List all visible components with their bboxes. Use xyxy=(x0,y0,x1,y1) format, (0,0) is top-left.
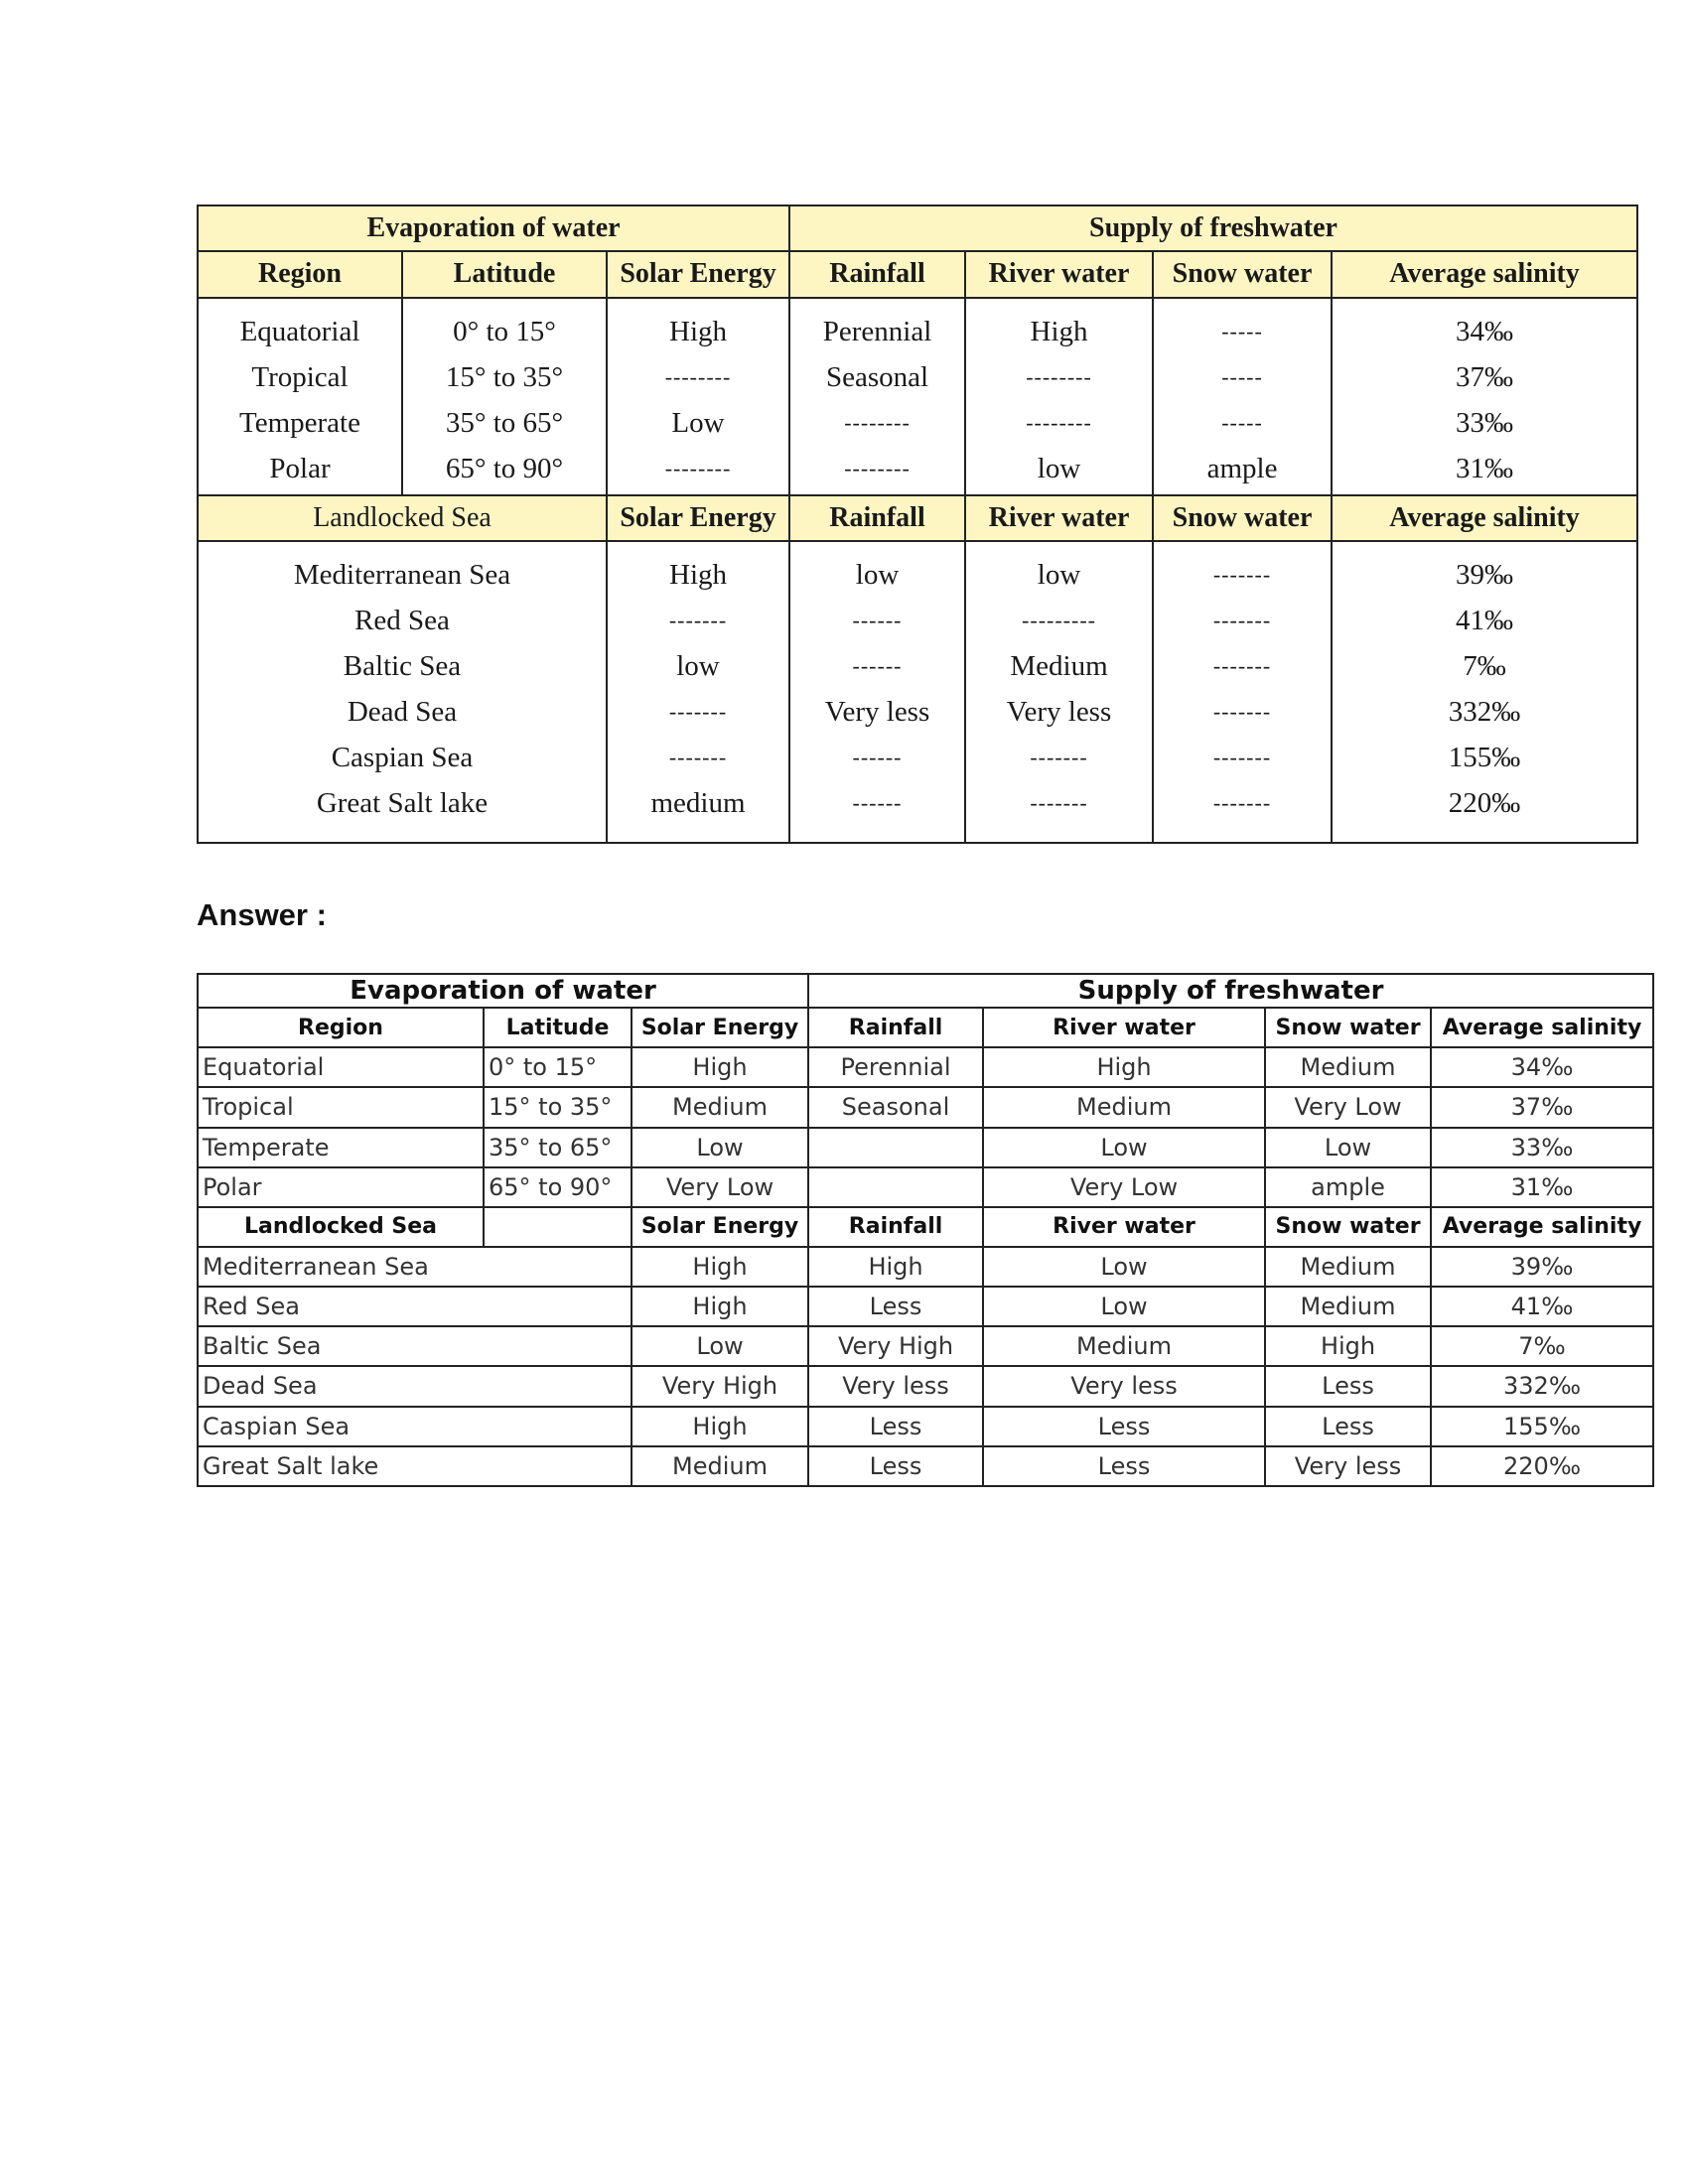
a-region: Polar xyxy=(198,1167,484,1207)
a-latitude: 65° to 90° xyxy=(484,1167,632,1207)
a-sea-header-solar: Solar Energy xyxy=(632,1207,808,1247)
q-sea-solar: High xyxy=(669,559,727,592)
a-sea-rainfall: Less xyxy=(808,1287,983,1326)
q-sea-rainfall: low xyxy=(855,559,900,592)
a-sea-salinity: 41‰ xyxy=(1431,1287,1653,1326)
a-sea: Caspian Sea xyxy=(198,1407,632,1446)
a-sea-solar: High xyxy=(632,1407,808,1446)
answer-table xyxy=(197,973,1654,1487)
a-snow: Low xyxy=(1265,1128,1431,1167)
q-snow: ----- xyxy=(1221,318,1263,343)
q-region-body xyxy=(198,298,1637,495)
q-sea-solar: low xyxy=(676,650,720,683)
a-salinity: 33‰ xyxy=(1431,1128,1653,1167)
a-sea-header-row xyxy=(198,1207,1653,1247)
q-sea-snow: ------- xyxy=(1212,653,1272,679)
a-sea-solar: High xyxy=(632,1287,808,1326)
a-sea-salinity: 332‰ xyxy=(1431,1366,1653,1406)
a-sea-river: Low xyxy=(983,1247,1265,1287)
answer-label: Answer : xyxy=(197,897,327,932)
q-sea-header-solar: Solar Energy xyxy=(607,495,789,541)
q-snow: ----- xyxy=(1221,409,1263,435)
question-table xyxy=(197,205,1638,844)
a-group-header-row xyxy=(198,974,1653,1008)
a-snow: Very Low xyxy=(1265,1087,1431,1127)
table-row xyxy=(198,1407,1653,1446)
table-row xyxy=(198,1128,1653,1167)
q-group-supply: Supply of freshwater xyxy=(789,205,1637,251)
q-sea-rainfall: ------ xyxy=(852,608,903,633)
q-sea-header-snow: Snow water xyxy=(1153,495,1332,541)
q-solar: -------- xyxy=(664,455,732,480)
q-rainfall-col xyxy=(789,298,965,495)
q-sea-solar: ------- xyxy=(668,699,728,725)
q-group-evaporation: Evaporation of water xyxy=(198,205,789,251)
a-solar: Medium xyxy=(632,1087,808,1127)
a-region: Tropical xyxy=(198,1087,484,1127)
q-sea-rainfall: ------ xyxy=(852,745,903,770)
a-sea: Great Salt lake xyxy=(198,1446,632,1486)
a-header-region: Region xyxy=(198,1008,484,1047)
a-header-row xyxy=(198,1008,1653,1047)
q-header-river: River water xyxy=(965,251,1153,297)
q-salinity: 37‰ xyxy=(1456,360,1514,393)
q-rainfall: Seasonal xyxy=(825,360,929,393)
a-group-supply: Supply of freshwater xyxy=(808,974,1653,1008)
q-river: -------- xyxy=(1026,363,1092,389)
a-sea-river: Medium xyxy=(983,1326,1265,1366)
q-solar: -------- xyxy=(664,363,732,389)
a-latitude: 15° to 35° xyxy=(484,1087,632,1127)
q-sea-river: Very less xyxy=(1006,696,1112,729)
q-sea: Great Salt lake xyxy=(316,787,489,820)
q-sea-solar: ------- xyxy=(668,608,728,633)
a-sea-rainfall: Less xyxy=(808,1446,983,1486)
a-sea-salinity: 155‰ xyxy=(1431,1407,1653,1446)
a-sea-solar: Low xyxy=(632,1326,808,1366)
q-sea-salinity: 332‰ xyxy=(1448,696,1521,729)
q-region-col xyxy=(198,298,402,495)
q-sea-salinity: 155‰ xyxy=(1448,742,1521,774)
a-latitude: 0° to 15° xyxy=(484,1047,632,1087)
table-row xyxy=(198,1366,1653,1406)
q-sea-body xyxy=(198,541,1637,843)
q-group-header-row xyxy=(198,205,1637,251)
a-region: Equatorial xyxy=(198,1047,484,1087)
q-sea-river: ------- xyxy=(1030,790,1088,816)
a-river: Low xyxy=(983,1128,1265,1167)
a-header-solar: Solar Energy xyxy=(632,1008,808,1047)
a-header-rainfall: Rainfall xyxy=(808,1008,983,1047)
q-header-landlocked: Landlocked Sea xyxy=(198,495,607,541)
q-snow: ----- xyxy=(1221,363,1263,389)
a-sea-solar: Medium xyxy=(632,1446,808,1486)
q-salinity: 31‰ xyxy=(1456,452,1514,484)
a-sea-solar: High xyxy=(632,1247,808,1287)
q-sea-snow: ------- xyxy=(1212,562,1272,588)
q-sea-rainfall-col xyxy=(789,541,965,843)
a-sea-rainfall: Very High xyxy=(808,1326,983,1366)
a-sea-salinity: 220‰ xyxy=(1431,1446,1653,1486)
q-sea-rainfall: Very less xyxy=(824,696,930,729)
table-row xyxy=(198,1047,1653,1087)
a-header-salinity: Average salinity xyxy=(1431,1008,1653,1047)
a-header-latitude: Latitude xyxy=(484,1008,632,1047)
q-river: -------- xyxy=(1026,409,1092,435)
table-row xyxy=(198,1287,1653,1326)
q-sea-solar: medium xyxy=(650,787,746,820)
a-group-evaporation: Evaporation of water xyxy=(198,974,808,1008)
q-rainfall: Perennial xyxy=(822,315,932,347)
q-latitude: 35° to 65° xyxy=(445,406,564,439)
a-region: Temperate xyxy=(198,1128,484,1167)
q-sea-salinity: 41‰ xyxy=(1456,605,1514,637)
q-region: Equatorial xyxy=(239,315,360,347)
q-sea-snow: ------- xyxy=(1212,745,1272,770)
a-header-river: River water xyxy=(983,1008,1265,1047)
q-solar-col xyxy=(607,298,789,495)
a-sea-salinity: 39‰ xyxy=(1431,1247,1653,1287)
a-sea-river: Low xyxy=(983,1287,1265,1326)
a-rainfall: Seasonal xyxy=(808,1087,983,1127)
table-row xyxy=(198,1087,1653,1127)
a-salinity: 31‰ xyxy=(1431,1167,1653,1207)
a-river: Very Low xyxy=(983,1167,1265,1207)
q-sea: Dead Sea xyxy=(347,696,458,729)
a-sea: Red Sea xyxy=(198,1287,632,1326)
a-header-blank xyxy=(484,1207,632,1247)
q-sea-river: ------- xyxy=(1030,745,1088,770)
a-sea-river: Very less xyxy=(983,1366,1265,1406)
q-latitude: 65° to 90° xyxy=(445,452,564,484)
q-sea-snow: ------- xyxy=(1212,699,1272,725)
q-sea-salinity: 7‰ xyxy=(1463,650,1506,683)
a-header-landlocked: Landlocked Sea xyxy=(198,1207,484,1247)
q-solar: Low xyxy=(671,406,725,439)
q-latitude: 15° to 35° xyxy=(445,360,564,393)
q-latitude: 0° to 15° xyxy=(453,315,556,347)
q-snow-col xyxy=(1153,298,1332,495)
q-sea-solar: ------- xyxy=(668,745,728,770)
q-header-solar: Solar Energy xyxy=(607,251,789,297)
table-row xyxy=(198,1247,1653,1287)
a-sea-snow: Medium xyxy=(1265,1247,1431,1287)
a-river: High xyxy=(983,1047,1265,1087)
q-sea-rainfall: ------ xyxy=(852,790,903,816)
q-sea-river: low xyxy=(1037,559,1081,592)
q-header-row xyxy=(198,251,1637,297)
a-solar: Low xyxy=(632,1128,808,1167)
q-sea-header-river: River water xyxy=(965,495,1153,541)
q-river: High xyxy=(1030,315,1088,347)
q-rainfall: -------- xyxy=(844,455,911,480)
q-sea-snow-col xyxy=(1153,541,1332,843)
a-rainfall xyxy=(808,1128,983,1167)
q-salinity: 34‰ xyxy=(1456,315,1514,347)
q-header-latitude: Latitude xyxy=(402,251,607,297)
q-sea: Baltic Sea xyxy=(343,650,462,683)
a-sea-river: Less xyxy=(983,1407,1265,1446)
a-sea: Mediterranean Sea xyxy=(198,1247,632,1287)
a-header-snow: Snow water xyxy=(1265,1008,1431,1047)
a-solar: Very Low xyxy=(632,1167,808,1207)
a-sea-header-snow: Snow water xyxy=(1265,1207,1431,1247)
q-latitude-col xyxy=(402,298,607,495)
a-sea-header-rainfall: Rainfall xyxy=(808,1207,983,1247)
q-sea: Mediterranean Sea xyxy=(293,559,511,592)
a-rainfall xyxy=(808,1167,983,1207)
a-sea-snow: Less xyxy=(1265,1407,1431,1446)
q-sea-river: Medium xyxy=(1010,650,1108,683)
a-snow: ample xyxy=(1265,1167,1431,1207)
q-sea-river: --------- xyxy=(1022,608,1096,633)
q-header-rainfall: Rainfall xyxy=(789,251,965,297)
a-sea-rainfall: Very less xyxy=(808,1366,983,1406)
a-salinity: 34‰ xyxy=(1431,1047,1653,1087)
a-sea: Dead Sea xyxy=(198,1366,632,1406)
q-solar: High xyxy=(669,315,727,347)
table-row xyxy=(198,1326,1653,1366)
q-header-salinity: Average salinity xyxy=(1332,251,1637,297)
a-sea-snow: Very less xyxy=(1265,1446,1431,1486)
q-sea-salinity: 220‰ xyxy=(1448,787,1521,820)
q-header-snow: Snow water xyxy=(1153,251,1332,297)
a-sea-snow: High xyxy=(1265,1326,1431,1366)
a-sea-rainfall: Less xyxy=(808,1407,983,1446)
a-rainfall: Perennial xyxy=(808,1047,983,1087)
a-sea-header-river: River water xyxy=(983,1207,1265,1247)
a-latitude: 35° to 65° xyxy=(484,1128,632,1167)
q-sea: Caspian Sea xyxy=(331,742,474,774)
table-row xyxy=(198,1446,1653,1486)
a-sea-snow: Less xyxy=(1265,1366,1431,1406)
q-sea-salinity: 39‰ xyxy=(1456,559,1514,592)
q-sea-river-col xyxy=(965,541,1153,843)
a-sea-solar: Very High xyxy=(632,1366,808,1406)
q-river-col xyxy=(965,298,1153,495)
q-salinity: 33‰ xyxy=(1456,406,1514,439)
q-sea-solar-col xyxy=(607,541,789,843)
a-snow: Medium xyxy=(1265,1047,1431,1087)
q-region: Polar xyxy=(269,452,331,484)
q-snow: ample xyxy=(1206,452,1278,484)
q-sea-snow: ------- xyxy=(1212,608,1272,633)
q-sea-rainfall: ------ xyxy=(852,653,903,679)
a-sea-rainfall: High xyxy=(808,1247,983,1287)
a-sea-snow: Medium xyxy=(1265,1287,1431,1326)
q-sea-header-row xyxy=(198,495,1637,541)
q-sea-snow: ------- xyxy=(1212,790,1272,816)
a-sea-salinity: 7‰ xyxy=(1431,1326,1653,1366)
a-sea: Baltic Sea xyxy=(198,1326,632,1366)
q-river: low xyxy=(1037,452,1081,484)
q-header-region: Region xyxy=(198,251,402,297)
q-region: Tropical xyxy=(251,360,349,393)
a-sea-header-salinity: Average salinity xyxy=(1431,1207,1653,1247)
q-rainfall: -------- xyxy=(844,409,911,435)
a-solar: High xyxy=(632,1047,808,1087)
q-salinity-col xyxy=(1332,298,1637,495)
a-river: Medium xyxy=(983,1087,1265,1127)
q-sea-salinity-col xyxy=(1332,541,1637,843)
a-sea-river: Less xyxy=(983,1446,1265,1486)
q-region: Temperate xyxy=(239,406,360,439)
q-sea-col xyxy=(198,541,607,843)
q-sea-header-rainfall: Rainfall xyxy=(789,495,965,541)
a-salinity: 37‰ xyxy=(1431,1087,1653,1127)
table-row xyxy=(198,1167,1653,1207)
q-sea: Red Sea xyxy=(354,605,450,637)
q-sea-header-salinity: Average salinity xyxy=(1332,495,1637,541)
